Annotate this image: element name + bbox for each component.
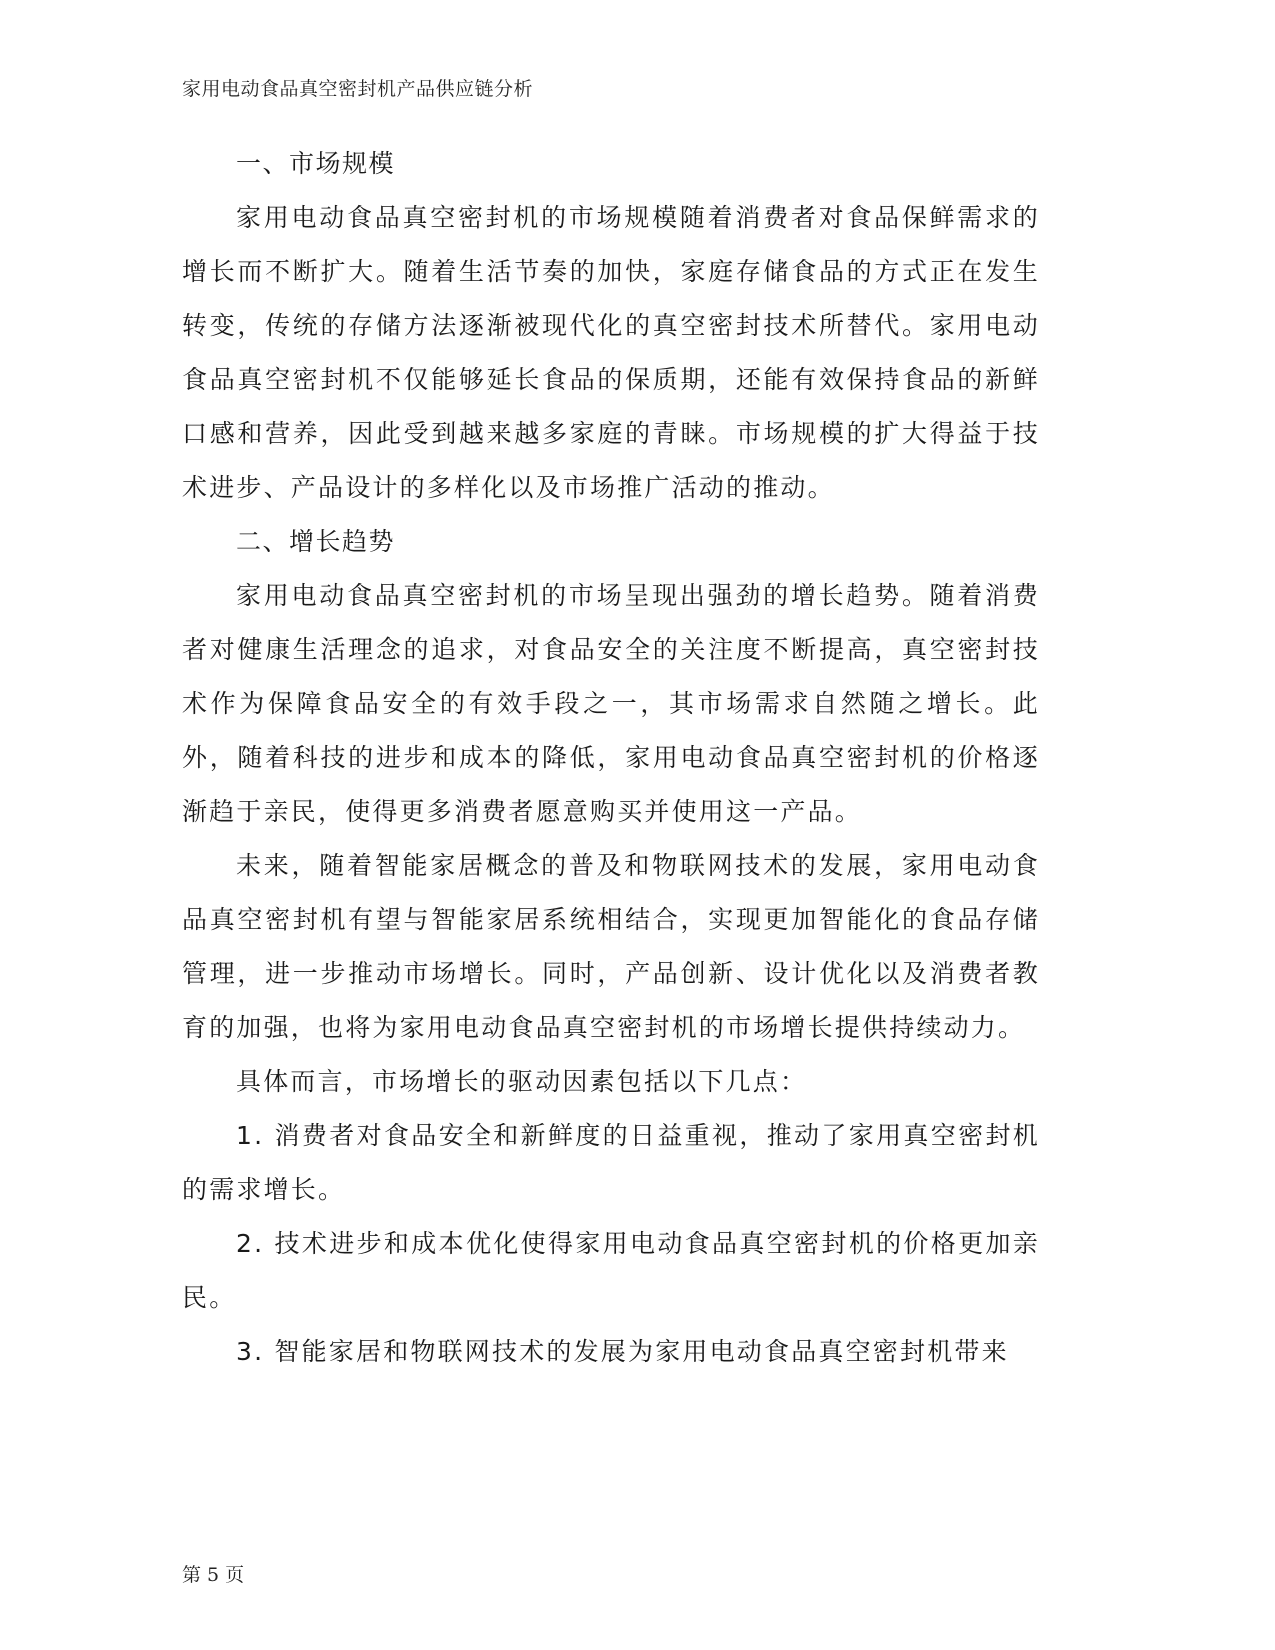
paragraph-market-size: 家用电动食品真空密封机的市场规模随着消费者对食品保鲜需求的增长而不断扩大。随着生活节奏的加快，家庭存储食品的方式正在发生转变，传统的存储方法逐渐被现代化的真空密封技术所替代。家用电动食品真空密封机不仅能够延长食品的保质期，还能有效保持食品的新鲜口感和营养，因此受到越来越多家庭的青睐。市场规模的扩大得益于技术进步、产品设计的多样化以及市场推广活动的推动。 (182, 203, 1040, 502)
paragraph-future-outlook: 未来，随着智能家居概念的普及和物联网技术的发展，家用电动食品真空密封机有望与智能家居系统相结合，实现更加智能化的食品存储管理，进一步推动市场增长。同时，产品创新、设计优化以及消费者教育的加强，也将为家用电动食品真空密封机的市场增长提供持续动力。 (182, 851, 1040, 1042)
list-item: 3. 智能家居和物联网技术的发展为家用电动食品真空密封机带来 (236, 1337, 1009, 1366)
list-item: 1. 消费者对食品安全和新鲜度的日益重视，推动了家用真空密封机的需求增长。 (182, 1121, 1040, 1204)
paragraph-drivers-intro: 具体而言，市场增长的驱动因素包括以下几点： (236, 1067, 808, 1096)
paragraph-growth-trend: 家用电动食品真空密封机的市场呈现出强劲的增长趋势。随着消费者对健康生活理念的追求，对食品安全的关注度不断提高，真空密封技术作为保障食品安全的有效手段之一，其市场需求自然随之增长。此外，随着科技的进步和成本的降低，家用电动食品真空密封机的价格逐渐趋于亲民，使得更多消费者愿意购买并使用这一产品。 (182, 581, 1040, 826)
page-number: 第 5 页 (182, 1564, 245, 1586)
running-header: 家用电动食品真空密封机产品供应链分析 (182, 78, 534, 100)
page-content (182, 137, 1040, 1379)
section-heading-market-size: 一、市场规模 (236, 149, 396, 178)
list-item: 2. 技术进步和成本优化使得家用电动食品真空密封机的价格更加亲民。 (182, 1229, 1040, 1312)
section-heading-growth-trend: 二、增长趋势 (236, 527, 396, 556)
